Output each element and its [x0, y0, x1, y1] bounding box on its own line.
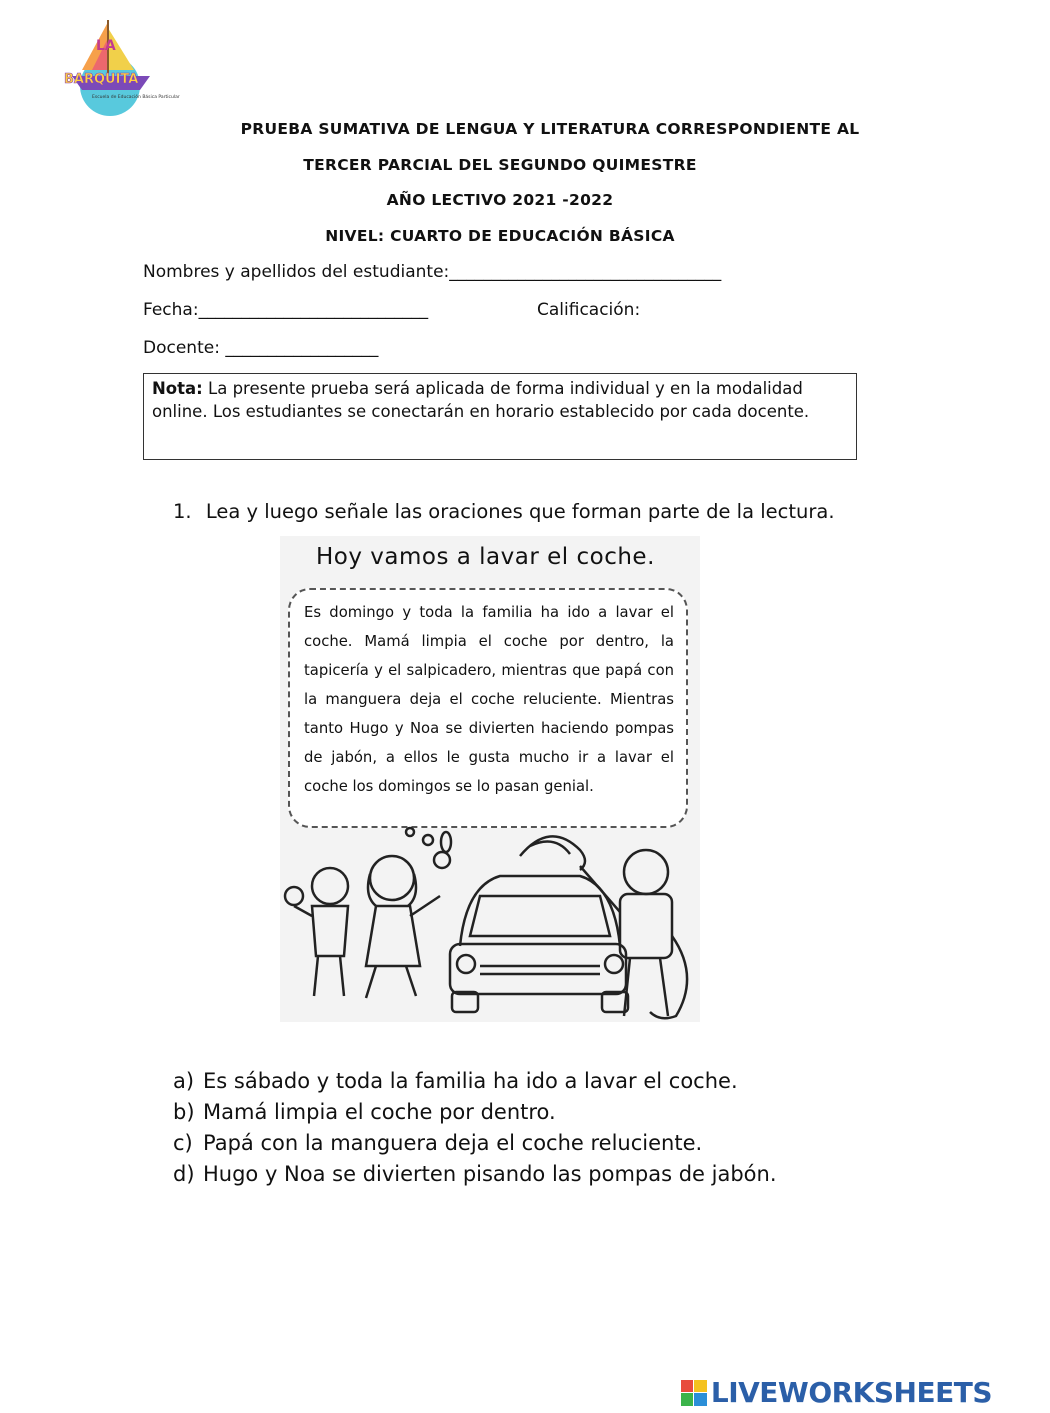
note-box: [143, 373, 857, 460]
grade-field: Calificación:: [537, 300, 641, 320]
student-name-field[interactable]: Nombres y apellidos del estudiante:________________________________: [143, 262, 722, 282]
header-line-3: AÑO LECTIVO 2021 -2022: [386, 191, 614, 209]
option-b[interactable]: [173, 1097, 777, 1128]
question-1: [173, 500, 835, 523]
option-letter: d): [173, 1162, 195, 1186]
logo-subtitle: Escuela de Educación Básica Particular: [92, 95, 180, 100]
option-text: Es sábado y toda la familia ha ido a lavar el coche.: [203, 1069, 738, 1093]
brand-text: LIVEWORKSHEETS: [710, 1376, 992, 1409]
option-text: Hugo y Noa se divierten pisando las pompas de jabón.: [203, 1162, 777, 1186]
question-text: Lea y luego señale las oraciones que forman parte de la lectura.: [205, 500, 835, 523]
teacher-field[interactable]: Docente: __________________: [143, 338, 379, 358]
liveworksheets-logo-icon: [681, 1380, 707, 1406]
logo-text-la: LA: [96, 38, 116, 54]
liveworksheets-brand[interactable]: [681, 1376, 992, 1409]
option-text: Papá con la manguera deja el coche reluciente.: [203, 1131, 703, 1155]
story-text: Es domingo y toda la familia ha ido a lavar el coche. Mamá limpia el coche por dentro, la tapicería y el salpicadero, mientras que papá con la manguera deja el coche reluciente. Mientras tanto Hugo y Noa se divierten haciendo pompas de jabón, a ellos le gusta mucho ir a lavar el coche los domingos se lo pasan genial.: [288, 588, 688, 828]
date-field[interactable]: Fecha:___________________________: [143, 300, 429, 320]
option-d[interactable]: [173, 1159, 777, 1190]
logo-text-barquita: BARQUITA: [64, 72, 139, 87]
note-label: Nota:: [152, 379, 203, 398]
story-title: Hoy vamos a lavar el coche.: [316, 544, 655, 570]
note-text: La presente prueba será aplicada de forma individual y en la modalidad online. Los estudiantes se conectarán en horario establecido por cada docente.: [152, 379, 810, 421]
option-a[interactable]: [173, 1066, 777, 1097]
option-letter: b): [173, 1100, 195, 1124]
school-logo: [62, 18, 180, 118]
option-c[interactable]: [173, 1128, 777, 1159]
option-letter: a): [173, 1069, 195, 1093]
reading-image: [280, 536, 700, 1022]
option-text: Mamá limpia el coche por dentro.: [203, 1100, 556, 1124]
option-letter: c): [173, 1131, 193, 1155]
question-number: 1.: [173, 500, 192, 523]
answer-options: [173, 1066, 777, 1190]
car-wash-illustration: [280, 826, 700, 1022]
header-line-2: TERCER PARCIAL DEL SEGUNDO QUIMESTRE: [303, 156, 697, 174]
header-line-4: NIVEL: CUARTO DE EDUCACIÓN BÁSICA: [325, 227, 675, 245]
header-line-1: PRUEBA SUMATIVA DE LENGUA Y LITERATURA CORRESPONDIENTE AL: [240, 120, 860, 138]
